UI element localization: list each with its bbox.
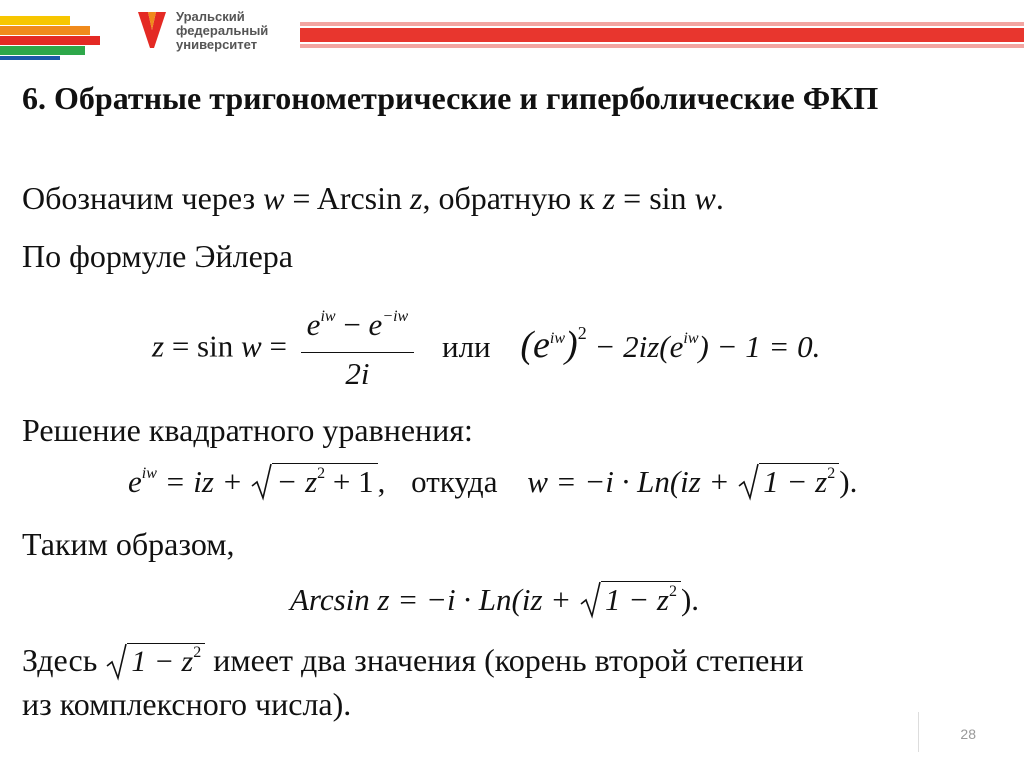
text-middle: , обратную к: [422, 180, 603, 216]
f2-whence: откуда: [411, 464, 498, 499]
f1-numerator: $e^{iw} - e^{-iw}$: [301, 304, 415, 353]
footer-divider: [918, 712, 919, 752]
euler-line: По формуле Эйлера: [22, 238, 293, 274]
text-prefix: Обозначим через: [22, 180, 256, 216]
conclusion-line: Таким образом,: [22, 526, 235, 562]
logo-line-3: университет: [176, 37, 258, 52]
f3-lhs: Arcsin z = −i · Ln(iz +: [290, 582, 579, 617]
slide-title: 6. Обратные тригонометрические и гиперболические ФКП: [22, 80, 879, 116]
definition-line: [22, 178, 724, 218]
var-w: w: [263, 180, 285, 216]
note-line-2: из комплексного числа).: [22, 686, 352, 722]
f2-sqrt-2: $1 - z^2$: [737, 462, 839, 506]
text-sin: = sin: [615, 180, 695, 216]
text-arcsin: = Arcsin: [284, 180, 411, 216]
formula-euler: [152, 304, 820, 395]
f2-sqrt: − $z^2 + 1$: [250, 462, 377, 506]
note-suffix: имеет два значения (корень второй степени: [205, 642, 804, 678]
f3-close: ).: [680, 582, 700, 617]
f2-sup: iw: [141, 465, 157, 482]
f1-denominator: 2i: [345, 356, 370, 391]
formula-arcsin: [290, 580, 699, 624]
f2-eq: = iz +: [156, 464, 251, 499]
text-end: .: [715, 180, 724, 216]
f1-fraction: [301, 304, 415, 395]
f2-comma: ,: [377, 464, 386, 499]
logo-line-1: Уральский: [176, 9, 245, 24]
note-prefix: Здесь: [22, 642, 98, 678]
f3-sqrt: $1 - z^2$: [579, 580, 681, 624]
f1-or: или: [441, 328, 491, 364]
var-z: z: [410, 180, 423, 216]
f2-close: ).: [839, 464, 858, 499]
f1-w: w: [241, 328, 262, 364]
quadratic-solution-line: Решение квадратного уравнения:: [22, 412, 473, 448]
logo-line-2: федеральный: [176, 23, 269, 38]
f2-rhs: w = −i · Ln(iz +: [527, 464, 738, 499]
note-sqrt: $1 - z^2$: [105, 642, 205, 685]
var-z-2: z: [602, 180, 616, 216]
formula-solution: [128, 462, 857, 508]
f1-eq: =: [261, 328, 295, 364]
f1-lhs: z: [152, 328, 165, 364]
f1-sin: = sin: [164, 328, 241, 364]
f1-quadratic: $(e^{iw})^2 - 2iz(e^{iw}) - 1 = 0$.: [520, 322, 821, 366]
note-line: [22, 640, 804, 685]
page-number: 28: [960, 726, 976, 742]
f2-e: e: [128, 464, 142, 499]
var-w-2: w: [694, 180, 716, 216]
